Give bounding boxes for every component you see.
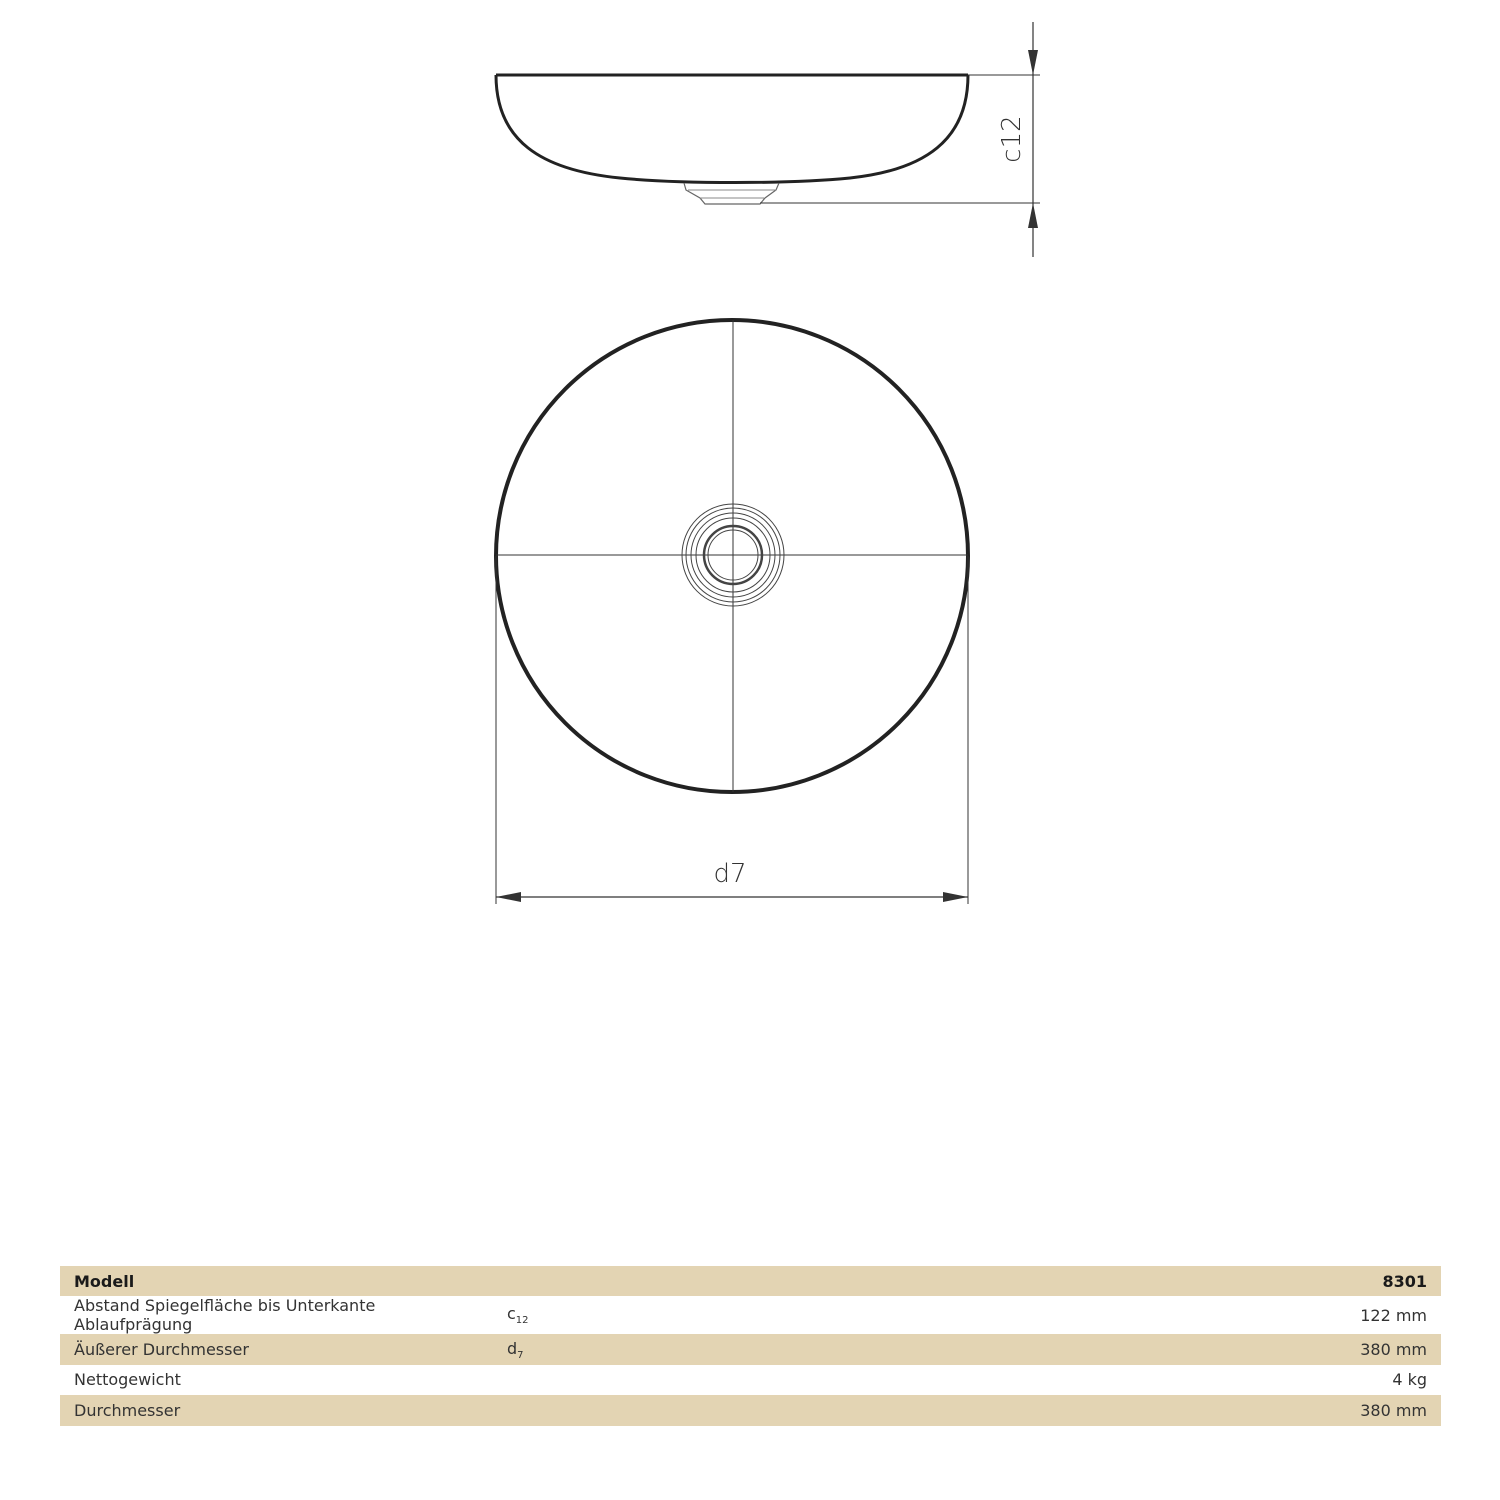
header-symbol-cell	[493, 1266, 581, 1296]
row-label: Abstand Spiegelfläche bis Unterkante Ablaufprägung	[74, 1296, 376, 1335]
symbol-subscript: 7	[517, 1349, 524, 1361]
basin-outer-circle	[496, 320, 968, 792]
table-row	[60, 1296, 1441, 1334]
row-symbol	[493, 1395, 581, 1425]
symbol-letter: c	[507, 1304, 516, 1324]
row-value: 380 mm	[581, 1334, 1441, 1364]
row-label: Durchmesser	[60, 1395, 493, 1425]
table-row	[60, 1395, 1441, 1425]
top-view	[496, 320, 968, 904]
specifications-table	[60, 1266, 1441, 1426]
table-header-row	[60, 1266, 1441, 1296]
c12-dimension-label: c12	[997, 115, 1027, 163]
model-heading: Modell	[60, 1266, 493, 1296]
table-row	[60, 1334, 1441, 1364]
row-symbol	[493, 1296, 581, 1334]
side-view	[496, 22, 1040, 257]
row-label: Äußerer Durchmesser	[60, 1334, 493, 1364]
row-label: Nettogewicht	[74, 1370, 181, 1390]
c12-arrow-top	[1028, 50, 1038, 75]
d7-dimension-label: d7	[713, 859, 747, 889]
symbol-letter: d	[507, 1338, 518, 1358]
symbol-subscript: 12	[515, 1315, 529, 1327]
table-row	[60, 1365, 1441, 1395]
d7-arrow-left	[496, 892, 521, 902]
row-value: 122 mm	[1360, 1305, 1427, 1325]
row-value: 380 mm	[581, 1395, 1441, 1425]
row-value: 4 kg	[1392, 1370, 1427, 1390]
model-number: 8301	[581, 1266, 1441, 1296]
basin-side-outline	[496, 75, 968, 183]
row-symbol	[493, 1365, 581, 1395]
c12-arrow-bottom	[1028, 203, 1038, 228]
row-symbol	[493, 1334, 581, 1364]
d7-arrow-right	[943, 892, 968, 902]
drain-embossing-side	[684, 183, 779, 204]
